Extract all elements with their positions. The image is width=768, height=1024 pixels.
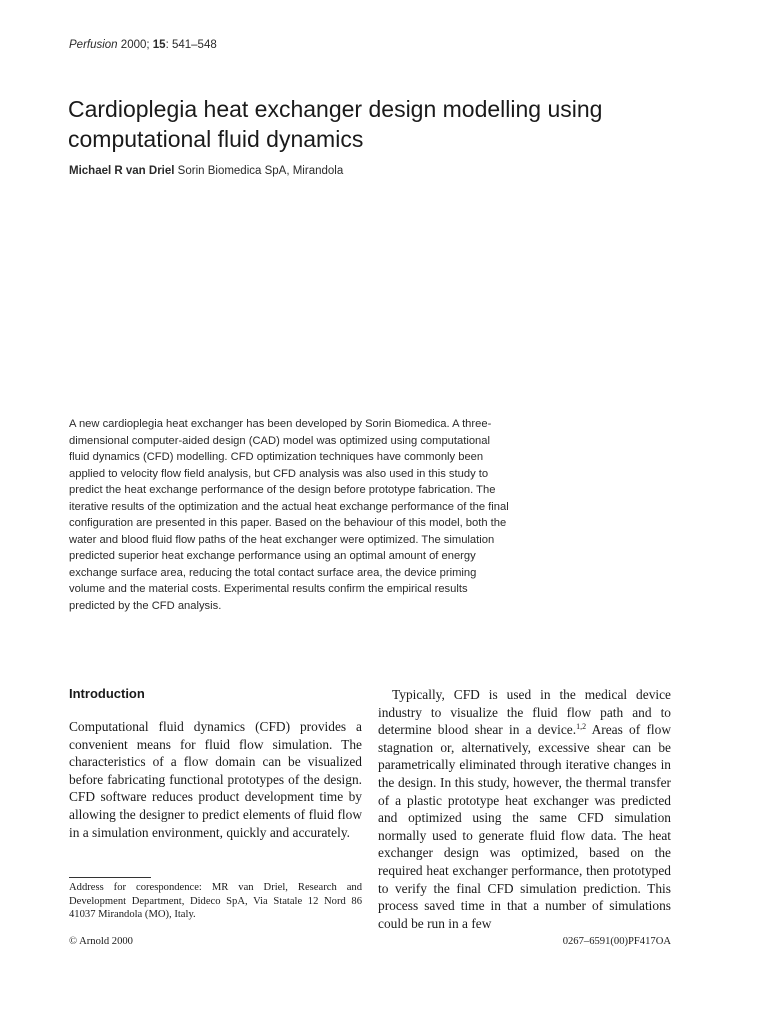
author-line: [69, 165, 343, 177]
journal-volume: 15: [152, 39, 166, 51]
introduction-paragraph: Computational fluid dynamics (CFD) provides a convenient means for fluid flow simulation. The characteristics of a flow domain can be visualized before fabricating functional prototypes of the design. CFD software reduces product development time by allowing the designer to predict elements of fluid flow in a simulation environment, quickly and accurately.: [69, 719, 362, 840]
author-name: Michael R van Driel: [69, 165, 175, 177]
right-column-paragraph: [378, 686, 671, 932]
footnote-divider: [69, 877, 151, 878]
abstract: A new cardioplegia heat exchanger has been developed by Sorin Biomedica. A three-dimensional computer-aided design (CAD) model was optimized using computational fluid dynamics (CFD) modelling. CFD optimization techniques have commonly been applied to velocity flow field analysis, but CFD analysis was also used in this study to predict the heat exchange performance of the design before prototype fabrication. The iterative results of the optimization and the actual heat exchange performance of the final configuration are presented in this paper. Based on the behaviour of this model, both the water and blood fluid flow paths of the heat exchanger were optimized. The simulation predicted superior heat exchange performance using an optimal amount of energy exchange surface area, reducing the total contact surface area, the device priming volume and the material costs. Experimental results confirm the empirical results predicted by the CFD analysis.: [69, 418, 509, 613]
article-title: Cardioplegia heat exchanger design modelling using computational fluid dynamics: [68, 96, 603, 152]
paragraph-text-start: Typically, CFD is used in the medical device industry to visualize the fluid flow path and to determine blood shear in a device.: [378, 687, 671, 738]
journal-citation: [69, 39, 217, 51]
reference-marker[interactable]: 1,2: [576, 722, 587, 732]
copyright-notice: © Arnold 2000: [69, 936, 133, 947]
journal-name: Perfusion: [69, 39, 118, 51]
journal-pages: : 541–548: [165, 39, 217, 51]
journal-year: 2000;: [120, 39, 150, 51]
author-affiliation: Sorin Biomedica SpA, Mirandola: [177, 165, 344, 177]
paragraph-text-rest: Areas of flow stagnation or, alternatively, excessive shear can be parametrically eliminated through iterative changes in the design. In this study, however, the thermal transfer of a plastic prototype heat exchanger was predicted and optimized using the same CFD simulation normally used to generate fluid flow data. The heat exchanger design was optimized, based on the required heat exchanger performance, then prototyped to verify the final CFD simulation prediction. This process saved time in that a number of simulations could be run in a few: [378, 722, 671, 931]
introduction-heading: Introduction: [69, 686, 145, 701]
article-code: 0267–6591(00)PF417OA: [562, 936, 671, 947]
correspondence-footnote: Address for corespondence: MR van Driel, Research and Development Department, Dideco SpA, Via Statale 12 Nord 86 41037 Mirandola (MO), Italy.: [69, 882, 362, 921]
